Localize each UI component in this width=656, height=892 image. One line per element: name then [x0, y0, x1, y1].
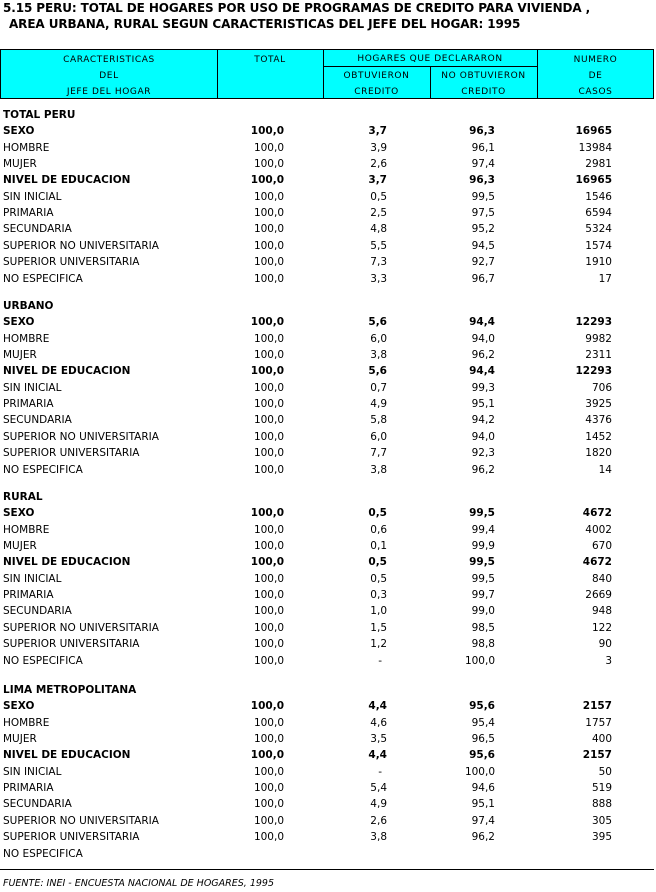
cell-obtuvieron: 0,6: [370, 523, 387, 536]
header-hogares: HOGARES QUE DECLARARON: [357, 54, 503, 64]
cell-total: 100,0: [253, 540, 284, 553]
cell-total: 100,0: [253, 239, 284, 252]
row-label: SEXO: [3, 700, 35, 713]
cell-total: 100,0: [250, 556, 284, 569]
cell-no-obtuvieron: 97,4: [471, 158, 495, 171]
cell-obtuvieron: 4,9: [370, 798, 387, 811]
cell-no-obtuvieron: 96,7: [471, 272, 495, 285]
cell-casos: 2311: [585, 349, 612, 362]
row-label: NIVEL DE EDUCACION: [3, 174, 131, 187]
table-row: [0, 380, 656, 396]
table-row: [0, 780, 656, 796]
cell-no-obtuvieron: 94,4: [469, 316, 495, 329]
cell-total: 100,0: [253, 223, 284, 236]
cell-no-obtuvieron: 94,6: [471, 782, 495, 795]
row-label: NO ESPECIFICA: [3, 463, 83, 476]
row-label: NO ESPECIFICA: [3, 654, 83, 667]
table-row: [0, 829, 656, 845]
cell-no-obtuvieron: 95,1: [471, 398, 495, 411]
table-row: [0, 813, 656, 829]
cell-obtuvieron: 4,4: [368, 749, 387, 762]
section-heading-label: LIMA METROPOLITANA: [3, 684, 137, 696]
cell-casos: 2157: [582, 700, 612, 713]
row-label: SEXO: [3, 507, 35, 520]
cell-no-obtuvieron: 99,9: [471, 540, 495, 553]
header-numero-casos: NUMERO DE CASOS: [573, 55, 618, 97]
cell-casos: 2669: [585, 589, 612, 602]
section-heading: [0, 489, 656, 505]
cell-total: 100,0: [253, 654, 284, 667]
cell-obtuvieron: 3,8: [370, 831, 387, 844]
table-row: [0, 412, 656, 428]
cell-casos: 2157: [582, 749, 612, 762]
cell-casos: 17: [598, 272, 612, 285]
table-row: [0, 522, 656, 538]
cell-casos: 122: [591, 621, 612, 634]
cell-casos: 519: [591, 782, 612, 795]
cell-no-obtuvieron: 94,4: [469, 365, 495, 378]
cell-obtuvieron: 0,5: [368, 556, 387, 569]
cell-obtuvieron: 4,6: [370, 716, 387, 729]
cell-obtuvieron: 1,2: [370, 638, 387, 651]
table-title-line-1: 5.15 PERU: TOTAL DE HOGARES POR USO DE PROGRAMAS DE CREDITO PARA VIVIENDA ,: [3, 1, 591, 15]
header-total: TOTAL: [254, 55, 286, 65]
cell-total: 100,0: [253, 621, 284, 634]
cell-no-obtuvieron: 96,1: [471, 141, 495, 154]
row-label: MUJER: [3, 733, 37, 746]
cell-obtuvieron: 7,3: [370, 256, 387, 269]
cell-no-obtuvieron: 94,5: [471, 239, 495, 252]
cell-casos: 50: [598, 765, 612, 778]
section-heading: [0, 682, 656, 698]
cell-no-obtuvieron: 99,5: [469, 556, 495, 569]
row-label: SIN INICIAL: [3, 190, 62, 203]
table-row: [0, 571, 656, 587]
section-heading: [0, 298, 656, 314]
table-title-line-2: AREA URBANA, RURAL SEGUN CARACTERISTICAS DEL JEFE DEL HOGAR: 1995: [9, 17, 521, 31]
cell-total: 100,0: [250, 174, 284, 187]
cell-obtuvieron: 6,0: [370, 332, 387, 345]
cell-total: 100,0: [253, 463, 284, 476]
row-label: SECUNDARIA: [3, 223, 72, 236]
cell-obtuvieron: 1,0: [370, 605, 387, 618]
cell-no-obtuvieron: 94,0: [471, 332, 495, 345]
cell-obtuvieron: 6,0: [370, 430, 387, 443]
cell-casos: 12293: [575, 365, 612, 378]
cell-obtuvieron: 2,5: [370, 207, 387, 220]
cell-no-obtuvieron: 98,5: [471, 621, 495, 634]
cell-no-obtuvieron: 100,0: [464, 654, 495, 667]
cell-no-obtuvieron: 94,2: [471, 414, 495, 427]
cell-total: 100,0: [253, 141, 284, 154]
cell-obtuvieron: 3,7: [368, 125, 387, 138]
row-label: PRIMARIA: [3, 589, 54, 602]
cell-obtuvieron: 3,9: [370, 141, 387, 154]
cell-no-obtuvieron: 95,2: [471, 223, 495, 236]
cell-casos: 13984: [578, 141, 612, 154]
cell-total: 100,0: [250, 507, 284, 520]
cell-obtuvieron: 5,5: [370, 239, 387, 252]
cell-total: 100,0: [253, 782, 284, 795]
table-row: [0, 636, 656, 652]
table-row: [0, 653, 656, 669]
cell-obtuvieron: 2,6: [370, 158, 387, 171]
cell-obtuvieron: 3,8: [370, 349, 387, 362]
cell-obtuvieron: 5,6: [368, 365, 387, 378]
row-label: SECUNDARIA: [3, 414, 72, 427]
table-row: [0, 363, 656, 379]
cell-obtuvieron: 0,3: [370, 589, 387, 602]
cell-no-obtuvieron: 96,3: [469, 125, 495, 138]
row-label: SECUNDARIA: [3, 798, 72, 811]
cell-total: 100,0: [253, 523, 284, 536]
table-row: [0, 271, 656, 287]
cell-total: 100,0: [253, 272, 284, 285]
row-label: SUPERIOR UNIVERSITARIA: [3, 256, 140, 269]
table-row: [0, 587, 656, 603]
table-row: [0, 620, 656, 636]
cell-obtuvieron: 4,8: [370, 223, 387, 236]
table-row: [0, 731, 656, 747]
row-label: SIN INICIAL: [3, 765, 62, 778]
section-heading: [0, 107, 656, 123]
cell-no-obtuvieron: 99,3: [471, 381, 495, 394]
cell-obtuvieron: 3,5: [370, 733, 387, 746]
table-row: [0, 189, 656, 205]
cell-casos: 888: [591, 798, 612, 811]
cell-total: 100,0: [253, 733, 284, 746]
row-label: SECUNDARIA: [3, 605, 72, 618]
row-label: SUPERIOR NO UNIVERSITARIA: [3, 239, 159, 252]
cell-obtuvieron: 5,4: [370, 782, 387, 795]
table-row: [0, 314, 656, 330]
row-label: SEXO: [3, 125, 35, 138]
cell-casos: 4002: [585, 523, 612, 536]
row-label: MUJER: [3, 540, 37, 553]
row-label: HOMBRE: [3, 141, 50, 154]
cell-no-obtuvieron: 99,4: [471, 523, 495, 536]
cell-total: 100,0: [250, 125, 284, 138]
cell-no-obtuvieron: 95,4: [471, 716, 495, 729]
cell-no-obtuvieron: 99,7: [471, 589, 495, 602]
cell-total: 100,0: [253, 414, 284, 427]
row-label: NIVEL DE EDUCACION: [3, 365, 131, 378]
cell-obtuvieron: 1,5: [370, 621, 387, 634]
row-label: HOMBRE: [3, 716, 50, 729]
header-caracteristicas: CARACTERISTICAS DEL JEFE DEL HOGAR: [63, 55, 155, 97]
cell-no-obtuvieron: 94,0: [471, 430, 495, 443]
cell-no-obtuvieron: 96,2: [471, 349, 495, 362]
cell-total: 100,0: [253, 381, 284, 394]
cell-obtuvieron: 7,7: [370, 447, 387, 460]
section-heading-label: URBANO: [3, 300, 54, 312]
cell-total: 100,0: [250, 316, 284, 329]
row-label: HOMBRE: [3, 332, 50, 345]
cell-casos: 4672: [582, 507, 612, 520]
cell-casos: 12293: [575, 316, 612, 329]
cell-total: 100,0: [253, 716, 284, 729]
footer-divider: [0, 869, 654, 870]
cell-obtuvieron: 3,7: [368, 174, 387, 187]
table-row: [0, 140, 656, 156]
cell-no-obtuvieron: 99,5: [471, 190, 495, 203]
row-label: PRIMARIA: [3, 398, 54, 411]
header-obtuvieron: OBTUVIERON CREDITO: [343, 71, 410, 97]
cell-casos: 1820: [585, 447, 612, 460]
cell-obtuvieron: 0,5: [370, 190, 387, 203]
cell-casos: 16965: [575, 125, 612, 138]
cell-no-obtuvieron: 97,5: [471, 207, 495, 220]
cell-obtuvieron: 3,3: [370, 272, 387, 285]
cell-total: 100,0: [253, 190, 284, 203]
table-row: [0, 172, 656, 188]
cell-casos: 1574: [585, 239, 612, 252]
row-label: HOMBRE: [3, 523, 50, 536]
header-no-obtuvieron: NO OBTUVIERON CREDITO: [441, 71, 526, 97]
table-row: [0, 238, 656, 254]
cell-casos: 840: [591, 572, 612, 585]
cell-total: 100,0: [253, 447, 284, 460]
cell-casos: 1757: [585, 716, 612, 729]
row-label: MUJER: [3, 158, 37, 171]
table-row: [0, 156, 656, 172]
cell-no-obtuvieron: 96,2: [471, 831, 495, 844]
cell-obtuvieron: 4,4: [368, 700, 387, 713]
cell-obtuvieron: 4,9: [370, 398, 387, 411]
cell-total: 100,0: [253, 605, 284, 618]
row-label: SUPERIOR NO UNIVERSITARIA: [3, 814, 159, 827]
row-label: NO ESPECIFICA: [3, 847, 83, 860]
cell-obtuvieron: 2,6: [370, 814, 387, 827]
cell-total: 100,0: [253, 765, 284, 778]
cell-total: 100,0: [253, 158, 284, 171]
cell-no-obtuvieron: 99,5: [469, 507, 495, 520]
section-heading-label: RURAL: [3, 491, 43, 503]
section-heading-label: TOTAL PERU: [3, 109, 76, 121]
row-label: PRIMARIA: [3, 207, 54, 220]
cell-casos: 5324: [585, 223, 612, 236]
row-label: MUJER: [3, 349, 37, 362]
table-row: [0, 396, 656, 412]
cell-total: 100,0: [253, 638, 284, 651]
cell-no-obtuvieron: 92,7: [471, 256, 495, 269]
table-header: [0, 49, 654, 99]
cell-no-obtuvieron: 99,0: [471, 605, 495, 618]
cell-total: 100,0: [253, 589, 284, 602]
row-label: NIVEL DE EDUCACION: [3, 556, 131, 569]
cell-casos: 4376: [585, 414, 612, 427]
row-label: SUPERIOR UNIVERSITARIA: [3, 831, 140, 844]
cell-obtuvieron: 0,5: [368, 507, 387, 520]
cell-casos: 395: [591, 831, 612, 844]
table-row: [0, 796, 656, 812]
cell-casos: 1910: [585, 256, 612, 269]
table-row: [0, 221, 656, 237]
cell-casos: 4672: [582, 556, 612, 569]
row-label: SUPERIOR NO UNIVERSITARIA: [3, 621, 159, 634]
cell-total: 100,0: [253, 572, 284, 585]
table-row: [0, 347, 656, 363]
row-label: SUPERIOR NO UNIVERSITARIA: [3, 430, 159, 443]
cell-casos: 400: [591, 733, 612, 746]
cell-no-obtuvieron: 92,3: [471, 447, 495, 460]
cell-casos: 2981: [585, 158, 612, 171]
cell-obtuvieron: -: [378, 765, 382, 778]
row-label: SIN INICIAL: [3, 381, 62, 394]
cell-casos: 948: [591, 605, 612, 618]
cell-no-obtuvieron: 95,1: [471, 798, 495, 811]
table-row: [0, 505, 656, 521]
table-row: [0, 538, 656, 554]
cell-no-obtuvieron: 99,5: [471, 572, 495, 585]
cell-no-obtuvieron: 96,3: [469, 174, 495, 187]
cell-total: 100,0: [253, 398, 284, 411]
cell-casos: 1452: [585, 430, 612, 443]
cell-obtuvieron: 5,8: [370, 414, 387, 427]
table-row: [0, 698, 656, 714]
cell-no-obtuvieron: 95,6: [469, 700, 495, 713]
row-label: SUPERIOR UNIVERSITARIA: [3, 638, 140, 651]
cell-casos: 14: [598, 463, 612, 476]
table-row: [0, 445, 656, 461]
cell-no-obtuvieron: 100,0: [464, 765, 495, 778]
cell-obtuvieron: 5,6: [368, 316, 387, 329]
table-row: [0, 747, 656, 763]
row-label: PRIMARIA: [3, 782, 54, 795]
cell-casos: 16965: [575, 174, 612, 187]
table-row: [0, 603, 656, 619]
cell-obtuvieron: -: [378, 654, 382, 667]
cell-casos: 3925: [585, 398, 612, 411]
table-row: [0, 123, 656, 139]
cell-total: 100,0: [250, 749, 284, 762]
cell-no-obtuvieron: 97,4: [471, 814, 495, 827]
table-row: [0, 554, 656, 570]
row-label: SIN INICIAL: [3, 572, 62, 585]
cell-total: 100,0: [253, 798, 284, 811]
cell-total: 100,0: [250, 700, 284, 713]
cell-casos: 1546: [585, 190, 612, 203]
cell-total: 100,0: [253, 349, 284, 362]
cell-casos: 9982: [585, 332, 612, 345]
cell-total: 100,0: [250, 365, 284, 378]
table-row: [0, 254, 656, 270]
cell-total: 100,0: [253, 430, 284, 443]
cell-total: 100,0: [253, 207, 284, 220]
cell-obtuvieron: 0,1: [370, 540, 387, 553]
cell-obtuvieron: 3,8: [370, 463, 387, 476]
table-row: [0, 846, 656, 862]
table-row: [0, 715, 656, 731]
cell-no-obtuvieron: 95,6: [469, 749, 495, 762]
cell-obtuvieron: 0,7: [370, 381, 387, 394]
cell-casos: 6594: [585, 207, 612, 220]
row-label: NO ESPECIFICA: [3, 272, 83, 285]
cell-total: 100,0: [253, 332, 284, 345]
cell-obtuvieron: 0,5: [370, 572, 387, 585]
cell-total: 100,0: [253, 814, 284, 827]
table-row: [0, 462, 656, 478]
table-row: [0, 764, 656, 780]
cell-casos: 3: [605, 654, 612, 667]
row-label: NIVEL DE EDUCACION: [3, 749, 131, 762]
cell-no-obtuvieron: 96,5: [471, 733, 495, 746]
cell-casos: 90: [598, 638, 612, 651]
cell-total: 100,0: [253, 831, 284, 844]
cell-casos: 670: [591, 540, 612, 553]
table-row: [0, 429, 656, 445]
cell-total: 100,0: [253, 256, 284, 269]
row-label: SEXO: [3, 316, 35, 329]
source-note: FUENTE: INEI - ENCUESTA NACIONAL DE HOGARES, 1995: [3, 878, 275, 889]
cell-casos: 305: [591, 814, 612, 827]
cell-no-obtuvieron: 98,8: [471, 638, 495, 651]
cell-no-obtuvieron: 96,2: [471, 463, 495, 476]
table-row: [0, 331, 656, 347]
cell-casos: 706: [591, 381, 612, 394]
row-label: SUPERIOR UNIVERSITARIA: [3, 447, 140, 460]
table-row: [0, 205, 656, 221]
